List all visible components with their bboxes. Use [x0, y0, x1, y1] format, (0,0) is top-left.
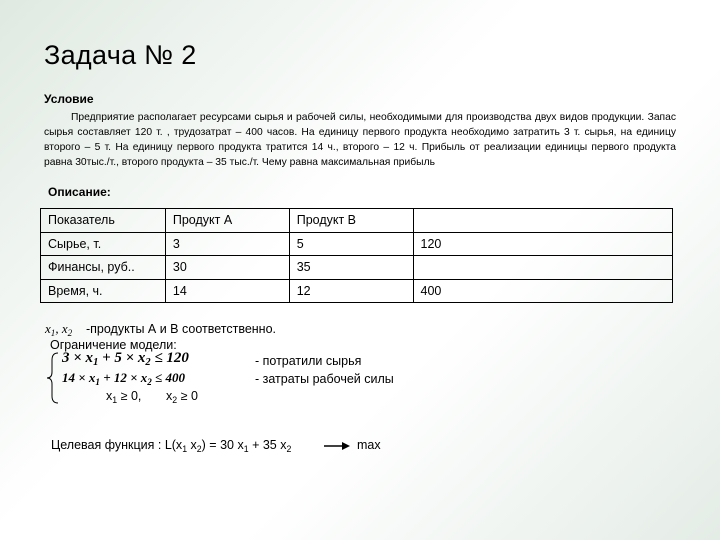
objective-function: Целевая функция : $L(x_1$ $x_2) = 30$ $x_1 + 35$ $x_2$ [51, 438, 292, 454]
objective-max: max [357, 438, 381, 452]
table-cell: Финансы, руб.. [41, 256, 166, 280]
constraint-raw-materials-note: - потратили сырья [255, 354, 362, 368]
description-heading: Описание: [48, 185, 111, 199]
table-cell: 400 [413, 279, 672, 303]
table-cell: Время, ч. [41, 279, 166, 303]
table-row [41, 256, 673, 280]
constraint-labor-note: - затраты рабочей силы [255, 372, 394, 386]
table-cell: 35 [289, 256, 413, 280]
table-cell: 12 [289, 279, 413, 303]
var-x1-sub: 1 [50, 328, 56, 338]
table-row [41, 279, 673, 303]
decision-variables [45, 321, 72, 338]
constraint-raw-materials: $3 \times x_1 + 5 \times x_2 \le 120$ [62, 350, 189, 368]
var-x2-sub: 2 [67, 328, 73, 338]
constraint-labor: $14 \times x_1 + 12 \times x_2 \le 400$ [62, 370, 185, 387]
table-cell: Показатель [41, 209, 166, 233]
table-cell: Продукт В [289, 209, 413, 233]
table-row [41, 232, 673, 256]
table-cell: 30 [165, 256, 289, 280]
description-table [40, 208, 673, 303]
nonnegativity-x2: $x_2 \ge 0$ [166, 389, 198, 405]
table-cell: 3 [165, 232, 289, 256]
condition-text: Предприятие располагает ресурсами сырья и рабочей силы, необходимыми для производства двух видов продукции. Запас сырья составляет 120 т. , трудозатрат – 400 часов. На единицу первого продукта необходимо затратить 3 т. сырья, на единицу второго – 5 т. На единицу первого продукта тратится 14 ч., второго – 12 ч. Прибыль от реализации единицы первого продукта равна 30тыс./т., второго продукта – 35 тыс./т. Чему равна максимальная прибыль [44, 112, 676, 168]
condition-heading: Условие [44, 92, 94, 106]
table-cell: 5 [289, 232, 413, 256]
var-x1: x [45, 321, 51, 336]
table-cell: Продукт А [165, 209, 289, 233]
variables-description: -продукты А и В соответственно. [86, 322, 276, 336]
table-cell: Сырье, т. [41, 232, 166, 256]
arrow-right-icon [324, 441, 350, 451]
table-row [41, 209, 673, 233]
system-brace-icon [46, 352, 60, 404]
table-cell: 14 [165, 279, 289, 303]
nonnegativity-x1: $x_1 \ge 0$, [106, 389, 142, 405]
var-comma: , [55, 321, 62, 336]
table-cell [413, 256, 672, 280]
table-cell: 120 [413, 232, 672, 256]
var-x2: x [61, 321, 68, 336]
table-cell [413, 209, 672, 233]
model-label: Ограничение модели: [50, 338, 177, 352]
page-title: Задача № 2 [44, 40, 197, 70]
